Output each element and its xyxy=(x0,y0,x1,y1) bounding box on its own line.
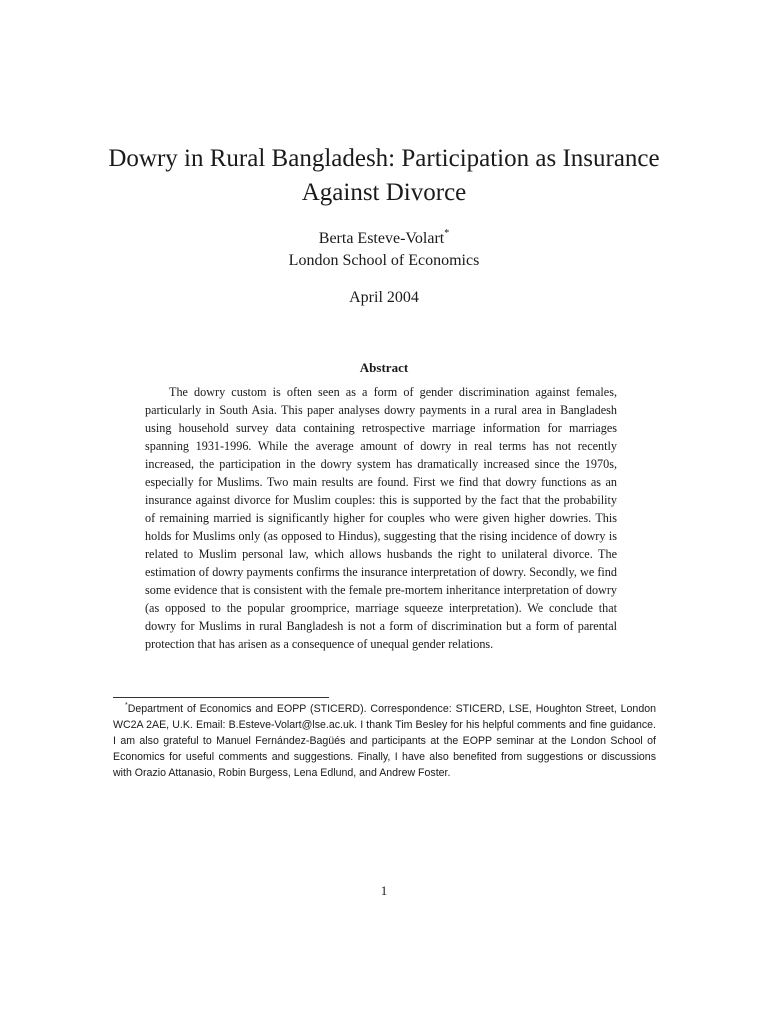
paper-title: Dowry in Rural Bangladesh: Participation as Insurance Against Divorce xyxy=(108,145,660,206)
author-line xyxy=(100,228,668,250)
publication-date: April 2004 xyxy=(349,289,419,306)
affiliation: London School of Economics xyxy=(288,252,480,269)
abstract-heading: Abstract xyxy=(359,360,409,375)
footnote-mark: * xyxy=(125,702,128,709)
page-number: 1 xyxy=(380,883,388,898)
author-name: Berta Esteve-Volart xyxy=(318,230,445,247)
footnote xyxy=(113,701,656,781)
footnote-divider xyxy=(113,697,329,698)
abstract-body: The dowry custom is often seen as a form of gender discrimination against females, particularly in South Asia. This paper analyses dowry payments in a rural area in Bangladesh using household survey data containing retrospective marriage information for marriages spanning 1931-1996. While the average amount of dowry in real terms has not recently increased, the participation in the dowry system has dramatically increased since the 1970s, especially for Muslims. Two main results are found. First we find that dowry functions as an insurance against divorce for Muslim couples: this is supported by the fact that the probability of remaining married is significantly higher for couples who were given higher dowries. This holds for Muslims only (as opposed to Hindus), suggesting that the rising incidence of dowry is related to Muslim personal law, which allows husbands the right to unilateral divorce. The estimation of dowry payments confirms the insurance interpretation of dowry. Secondly, we find some evidence that is consistent with the female pre-mortem inheritance interpretation of dowry (as opposed to the popular groomprice, marriage squeeze interpretation). We conclude that dowry for Muslims in rural Bangladesh is not a form of discrimination but a form of parental protection that has arisen as a consequence of unequal gender relations. xyxy=(145,385,617,651)
footnote-text: Department of Economics and EOPP (STICERD). Correspondence: STICERD, LSE, Houghton Street, London WC2A 2AE, U.K. Email: B.Esteve-Volart@lse.ac.uk. I thank Tim Besley for his helpful comments and fine guidance. I am also grateful to Manuel Fernández-Bagüés and participants at the EOPP seminar at the London School of Economics for useful comments and suggestions. Finally, I have also benefited from suggestions or discussions with Orazio Attanasio, Robin Burgess, Lena Edlund, and Andrew Foster. xyxy=(113,703,656,779)
author-footnote-mark: * xyxy=(444,228,450,239)
